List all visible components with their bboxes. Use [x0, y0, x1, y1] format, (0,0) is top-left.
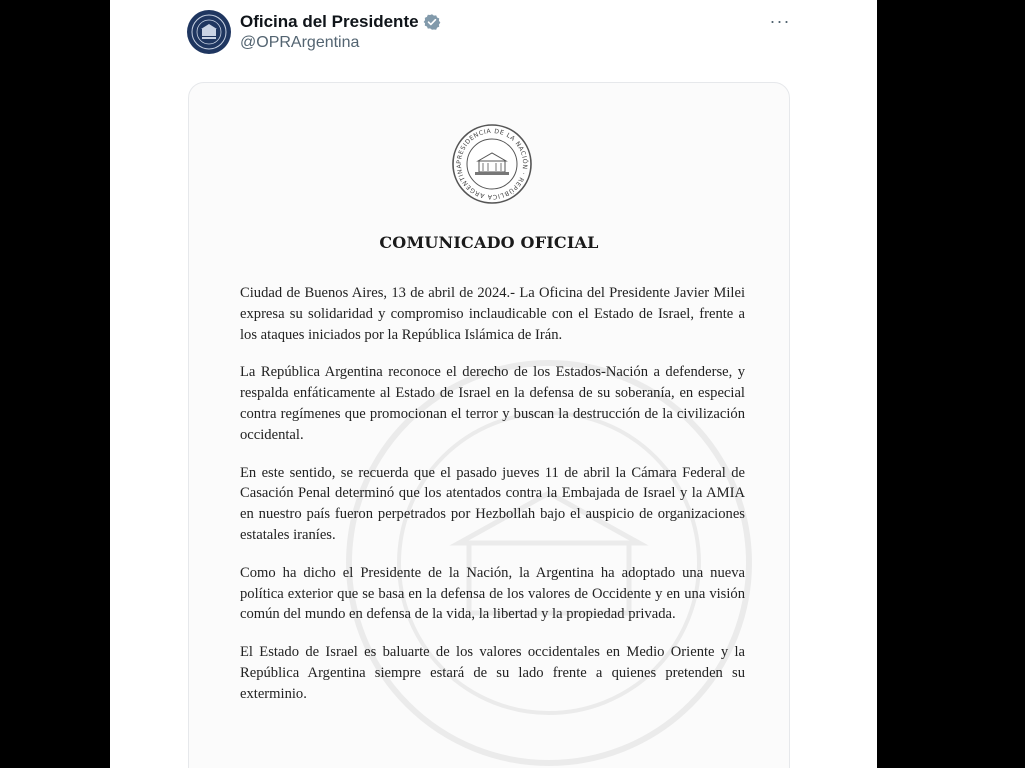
attached-document-image[interactable] — [188, 82, 790, 768]
document-paragraph: Como ha dicho el Presidente de la Nación, la Argentina ha adoptado una nueva política exterior que se basa en la defensa de los valores de Occidente y en una visión común del mundo en defensa de la vida, la libertad y la propiedad privada. — [240, 564, 745, 623]
author-handle[interactable]: @OPRArgentina — [240, 34, 360, 51]
tweet-header — [110, 0, 877, 70]
presidential-seal-avatar-icon — [187, 10, 231, 54]
document-paragraph: En este sentido, se recuerda que el pasado jueves 11 de abril la Cámara Federal de Casación Penal determinó que los atentados contra la Embajada de Israel y la AMIA en nuestro país fueron perpetrados por Hezbollah bajo el auspicio de organizaciones estatales iraníes. — [240, 464, 745, 543]
document-paragraph: El Estado de Israel es baluarte de los valores occidentales en Medio Oriente y la República Argentina siempre estará de su lado frente a quienes pretenden su exterminio. — [240, 644, 745, 702]
author-avatar[interactable] — [187, 10, 231, 54]
author-name[interactable]: Oficina del Presidente — [240, 12, 419, 31]
document-paragraph: La República Argentina reconoce el derecho de los Estados-Nación a defenderse, y respalda enfáticamente al Estado de Israel en la defensa de su soberanía, en especial contra regímenes que promocionan el terror y buscan la destrucción de la civilización occidental. — [240, 364, 745, 443]
document-paragraph: Ciudad de Buenos Aires, 13 de abril de 2024.- La Oficina del Presidente Javier Milei expresa su solidaridad y compromiso inclaudicable con el Estado de Israel, frente a los ataques iniciados por la República Islámica de Irán. — [240, 285, 745, 343]
document-title: COMUNICADO OFICIAL — [379, 233, 599, 252]
verified-badge-icon — [423, 13, 441, 31]
more-options-icon[interactable]: ··· — [769, 11, 791, 31]
tweet-frame — [110, 0, 877, 768]
author-name-row — [240, 11, 441, 33]
presidential-seal-icon — [451, 123, 533, 205]
document-body — [240, 283, 745, 722]
svg-text:PRESIDENCIA DE LA NACIÓN · REP: PRESIDENCIA DE LA NACIÓN · REPÚBLICA ARGENTINA — [455, 127, 529, 201]
